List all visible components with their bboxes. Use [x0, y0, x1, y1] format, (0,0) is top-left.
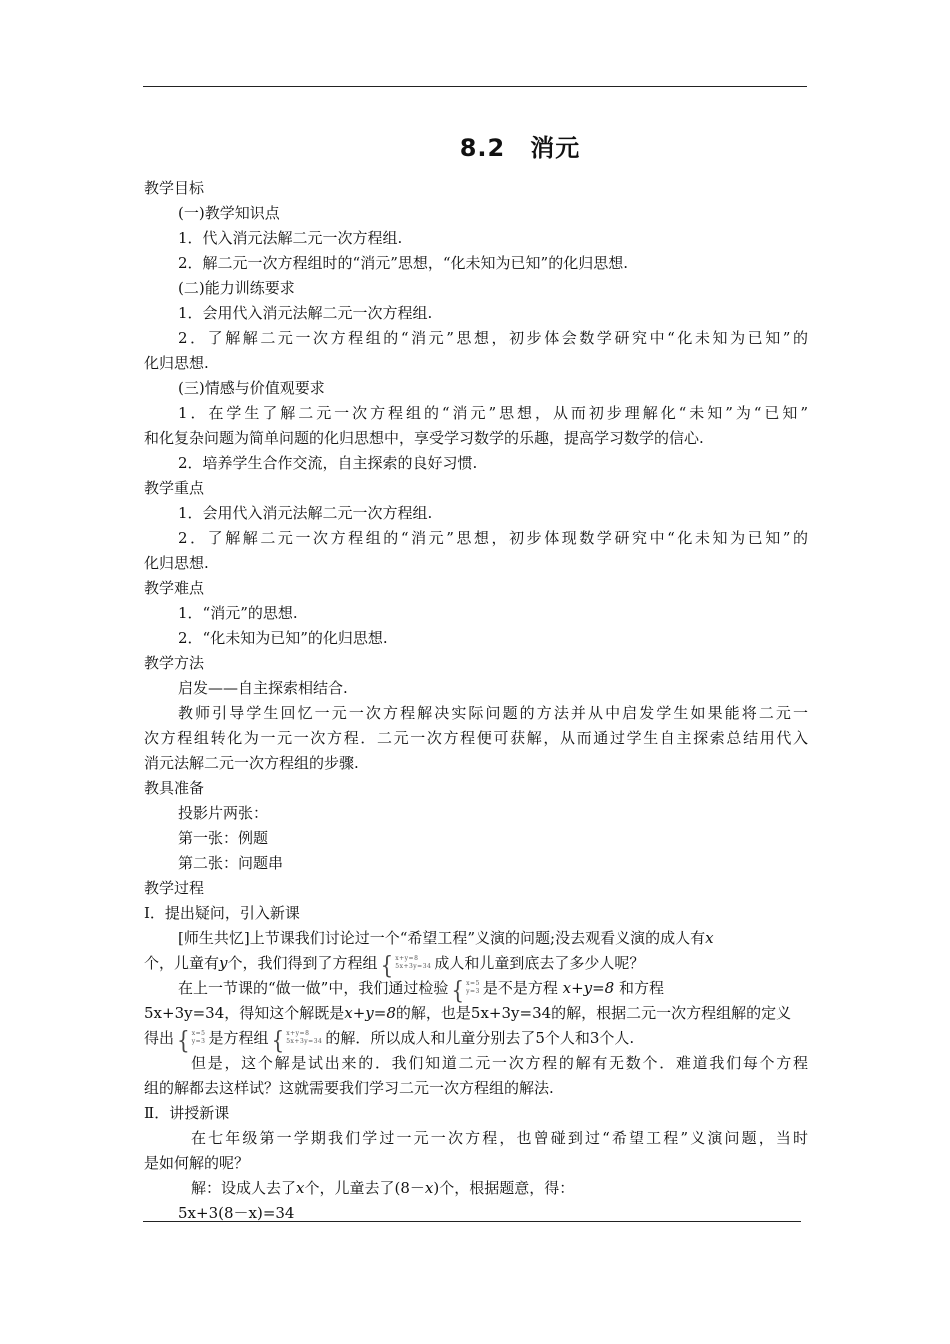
solution-system — [177, 1025, 206, 1055]
paragraph-line: 1．代入消元法解二元一次方程组. — [178, 229, 403, 247]
variable: y — [219, 954, 228, 972]
paragraph-line: 启发——自主探索相结合. — [178, 679, 348, 697]
subsection-heading: Ⅰ．提出疑问，引入新课 — [144, 904, 300, 922]
brace-glyph: { — [451, 975, 465, 1005]
paragraph-line: 第一张：例题 — [178, 829, 269, 847]
equation-system — [380, 950, 432, 980]
subsection-heading: (二)能力训练要求 — [178, 279, 295, 297]
brace-glyph: { — [271, 1025, 285, 1055]
section-heading: 教学难点 — [144, 579, 205, 597]
paragraph-line: 2．了解解二元一次方程组的“消元”思想，初步体会数学研究中“化未知为已知”的 — [178, 329, 808, 347]
section-heading: 教学方法 — [144, 654, 205, 672]
paragraph-line — [144, 926, 808, 951]
equation-row: y=3 — [191, 1038, 206, 1045]
subsection-heading: (三)情感与价值观要求 — [178, 379, 325, 397]
text-run: 在上一节课的“做一做”中，我们通过检验 — [178, 979, 449, 997]
paragraph-line: 化归思想. — [144, 554, 209, 572]
variable: x — [705, 929, 714, 947]
paragraph-line: 2．“化未知为已知”的化归思想. — [178, 629, 388, 647]
paragraph-line — [144, 950, 808, 980]
equation-row: x+y=8 — [286, 1030, 310, 1037]
subsection-heading: Ⅱ．讲授新课 — [144, 1104, 230, 1122]
subsection-heading: (一)教学知识点 — [178, 204, 280, 222]
paragraph-line: 和化复杂问题为简单问题的化归思想中，享受学习数学的乐趣，提高学习数学的信心. — [144, 429, 704, 447]
equation-line: 5x+3(8－x)=34 — [178, 1204, 295, 1222]
text-run: 个，我们得到了方程组 — [227, 954, 378, 972]
paragraph-line — [144, 975, 808, 1005]
equation-system — [271, 1025, 323, 1055]
text-run: 是方程组 — [208, 1029, 269, 1047]
text-run: 解：设成人去了 — [191, 1179, 297, 1197]
paragraph-line: 2．解二元一次方程组时的“消元”思想，“化未知为已知”的化归思想. — [178, 254, 628, 272]
formula: x+y=8 — [562, 979, 615, 997]
paragraph-line — [144, 1001, 808, 1026]
document-body — [144, 176, 808, 1226]
text-run: 的解，根据二元一次方程组解的定义 — [551, 1004, 792, 1022]
formula: x+y=8 — [344, 1004, 396, 1022]
paragraph-line: 在七年级第一学期我们学过一元一次方程，也曾碰到过“希望工程”义演问题，当时 — [191, 1129, 808, 1147]
footer-rule — [143, 1221, 801, 1222]
page-title: 8.2 消元 — [459, 134, 581, 162]
formula: 5x+3y=34 — [470, 1004, 552, 1022]
text-run: )个，根据题意，得： — [433, 1179, 575, 1197]
variable: x — [424, 1179, 434, 1197]
equation-row: x+y=8 — [395, 955, 419, 962]
formula: 5x+3y=34 — [144, 1004, 225, 1022]
equation-row: y=3 — [466, 988, 480, 995]
header-rule — [143, 86, 807, 87]
paragraph-line: 教师引导学生回忆一元一次方程解决实际问题的方法并从中启发学生如果能将二元一 — [178, 704, 808, 722]
brace-glyph: { — [177, 1025, 190, 1055]
section-heading: 教学过程 — [144, 879, 205, 897]
equation-row: 5x+3y=34 — [395, 963, 432, 970]
equation-row: x=5 — [191, 1030, 206, 1037]
paragraph-line: 是如何解的呢？ — [144, 1154, 250, 1172]
paragraph-line: 第二张：问题串 — [178, 854, 284, 872]
paragraph-line: 化归思想. — [144, 354, 209, 372]
text-run: 的解，也是 — [395, 1004, 471, 1022]
text-run: 的解．所以成人和儿童分别去了5个人和3个人. — [325, 1029, 635, 1047]
paragraph-line: 1．会用代入消元法解二元一次方程组. — [178, 304, 433, 322]
paragraph-line: 投影片两张： — [178, 804, 269, 822]
text-run: 得出 — [144, 1029, 175, 1047]
paragraph-line — [144, 1176, 808, 1201]
paragraph-line: 消元法解二元一次方程组的步骤. — [144, 754, 359, 772]
section-heading: 教学重点 — [144, 479, 205, 497]
text-run: 和方程 — [619, 979, 665, 997]
paragraph-line: 1．“消元”的思想. — [178, 604, 298, 622]
variable: x — [296, 1179, 305, 1197]
text-run: 是不是方程 — [482, 979, 558, 997]
text-run: 个，儿童有 — [144, 954, 220, 972]
section-heading: 教具准备 — [144, 779, 205, 797]
paragraph-line: 组的解都去这样试？这就需要我们学习二元一次方程组的解法. — [144, 1079, 554, 1097]
paragraph-line: 2．了解解二元一次方程组的“消元”思想，初步体现数学研究中“化未知为已知”的 — [178, 529, 808, 547]
text-run: 个，儿童去了(8－ — [304, 1179, 425, 1197]
paragraph-line: 2．培养学生合作交流，自主探索的良好习惯. — [178, 454, 478, 472]
paragraph-line: 1．会用代入消元法解二元一次方程组. — [178, 504, 433, 522]
paragraph-line: 但是，这个解是试出来的．我们知道二元一次方程的解有无数个．难道我们每个方程 — [191, 1054, 808, 1072]
paragraph-line: 次方程组转化为一元一次方程．二元一次方程便可获解，从而通过学生自主探索总结用代入 — [144, 729, 808, 747]
paragraph-line — [144, 1025, 808, 1055]
equation-row: 5x+3y=34 — [286, 1038, 323, 1045]
solution-system — [451, 975, 480, 1005]
section-heading: 教学目标 — [144, 179, 205, 197]
text-run: [师生共忆]上节课我们讨论过一个“希望工程”义演的问题;没去观看义演的成人有 — [178, 929, 706, 947]
text-run: ，得知这个解既是 — [224, 1004, 345, 1022]
brace-glyph: { — [380, 950, 394, 980]
paragraph-line: 1．在学生了解二元一次方程组的“消元”思想，从而初步理解化“未知”为“已知” — [178, 404, 808, 422]
equation-row: x=5 — [466, 980, 480, 987]
text-run: 成人和儿童到底去了多少人呢？ — [434, 954, 645, 972]
